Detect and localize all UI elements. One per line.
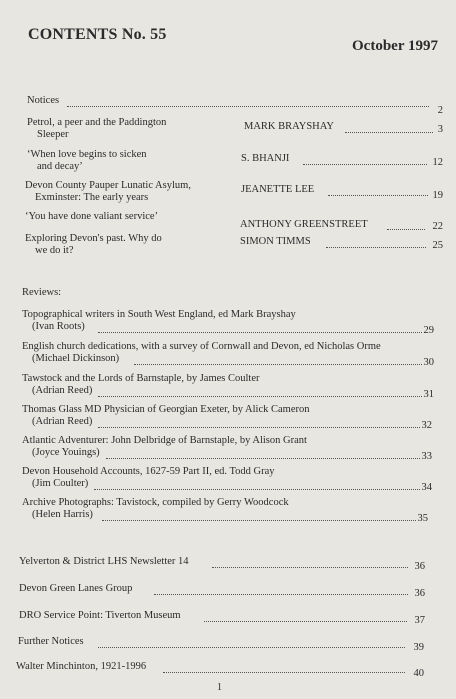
page-number: 19 xyxy=(432,190,443,201)
misc-label: DRO Service Point: Tiverton Museum xyxy=(19,610,181,621)
review-reviewer: (Ivan Roots) xyxy=(32,321,85,332)
review-reviewer: (Michael Dickinson) xyxy=(32,353,120,364)
page-number: 36 xyxy=(414,588,425,599)
page-number: 22 xyxy=(432,221,443,232)
article-title: ‘When love begins to sicken xyxy=(27,149,147,160)
dot-leader xyxy=(98,647,405,648)
dot-leader xyxy=(98,332,422,333)
issue-date: October 1997 xyxy=(352,38,438,54)
article-title: Exploring Devon's past. Why do xyxy=(25,233,162,244)
article-title-cont: Exminster: The early years xyxy=(35,192,149,203)
article-author: JEANETTE LEE xyxy=(241,184,315,195)
page-number: 3 xyxy=(437,124,443,135)
page-number: 32 xyxy=(421,420,432,431)
page-number: 2 xyxy=(437,105,443,116)
page-number: 29 xyxy=(423,325,434,336)
dot-leader xyxy=(67,106,429,107)
article-author: ANTHONY GREENSTREET xyxy=(240,219,368,230)
misc-label: Further Notices xyxy=(18,636,84,647)
dot-leader xyxy=(102,520,416,521)
dot-leader xyxy=(204,621,407,622)
review-reviewer: (Adrian Reed) xyxy=(32,385,93,396)
dot-leader xyxy=(326,247,426,248)
review-entry xyxy=(22,373,442,399)
misc-entry xyxy=(19,556,425,570)
review-title: Archive Photographs: Tavistock, compiled by Gerry Woodcock xyxy=(22,497,289,508)
review-entry xyxy=(22,309,442,335)
review-title: Topographical writers in South West England, ed Mark Brayshay xyxy=(22,309,296,320)
misc-entry xyxy=(16,661,424,679)
dot-leader xyxy=(94,489,420,490)
misc-label: Walter Minchinton, 1921-1996 xyxy=(16,661,147,672)
misc-entry xyxy=(18,636,424,653)
dot-leader xyxy=(345,132,433,133)
review-reviewer: (Joyce Youings) xyxy=(32,447,100,458)
review-entry xyxy=(22,404,442,430)
dot-leader xyxy=(134,364,422,365)
article-title: Devon County Pauper Lunatic Asylum, xyxy=(25,180,191,191)
article-title-cont: we do it? xyxy=(35,245,74,256)
page-number: 37 xyxy=(414,615,425,626)
dot-leader xyxy=(106,458,420,459)
review-title: Tawstock and the Lords of Barnstaple, by James Coulter xyxy=(22,373,260,384)
page-number: 39 xyxy=(413,642,424,653)
page-number: 12 xyxy=(432,157,443,168)
misc-entry xyxy=(19,583,425,597)
dot-leader xyxy=(98,396,422,397)
page-number: 25 xyxy=(432,240,443,251)
dot-leader xyxy=(163,672,405,673)
dot-leader xyxy=(98,427,420,428)
review-reviewer: (Adrian Reed) xyxy=(32,416,93,427)
article-entry xyxy=(25,180,443,206)
dot-leader xyxy=(212,567,408,568)
review-reviewer: (Jim Coulter) xyxy=(32,478,89,489)
page-number: 35 xyxy=(417,513,428,524)
article-title-cont: Sleeper xyxy=(37,129,69,140)
review-title: English church dedications, with a survey of Cornwall and Devon, ed Nicholas Orme xyxy=(22,341,381,352)
page-number: 33 xyxy=(421,451,432,462)
review-entry xyxy=(22,341,442,367)
page-number: 34 xyxy=(421,482,432,493)
page-number: 40 xyxy=(413,668,424,679)
reviews-heading: Reviews: xyxy=(22,287,62,298)
article-author: SIMON TIMMS xyxy=(240,236,311,247)
review-reviewer: (Helen Harris) xyxy=(32,509,93,520)
dot-leader xyxy=(328,195,428,196)
article-entry xyxy=(27,149,443,175)
page-number: 31 xyxy=(423,389,434,400)
article-entry xyxy=(25,211,443,232)
dot-leader xyxy=(387,229,425,230)
misc-entry xyxy=(19,610,425,624)
article-entry xyxy=(25,233,443,259)
article-author: MARK BRAYSHAY xyxy=(244,121,334,132)
dot-leader xyxy=(303,164,427,165)
review-entry xyxy=(22,435,442,461)
page-number: 36 xyxy=(414,561,425,572)
article-title: Petrol, a peer and the Paddington xyxy=(27,117,167,128)
article-author: S. BHANJI xyxy=(241,153,290,164)
article-title-cont: and decay’ xyxy=(37,161,83,172)
review-title: Devon Household Accounts, 1627-59 Part II, ed. Todd Gray xyxy=(22,466,275,477)
misc-label: Yelverton & District LHS Newsletter 14 xyxy=(19,556,189,567)
misc-label: Devon Green Lanes Group xyxy=(19,583,133,594)
review-title: Thomas Glass MD Physician of Georgian Exeter, by Alick Cameron xyxy=(22,404,310,415)
article-entry xyxy=(27,95,443,116)
article-title: ‘You have done valiant service’ xyxy=(25,211,159,222)
review-title: Atlantic Adventurer: John Delbridge of Barnstaple, by Alison Grant xyxy=(22,435,307,446)
folio-page-number: 1 xyxy=(217,682,222,693)
review-entry xyxy=(22,466,442,492)
page-number: 30 xyxy=(423,357,434,368)
article-entry xyxy=(27,117,443,143)
dot-leader xyxy=(154,594,408,595)
article-title: Notices xyxy=(27,95,60,106)
contents-title: CONTENTS No. 55 xyxy=(28,26,167,43)
review-entry xyxy=(22,497,442,523)
